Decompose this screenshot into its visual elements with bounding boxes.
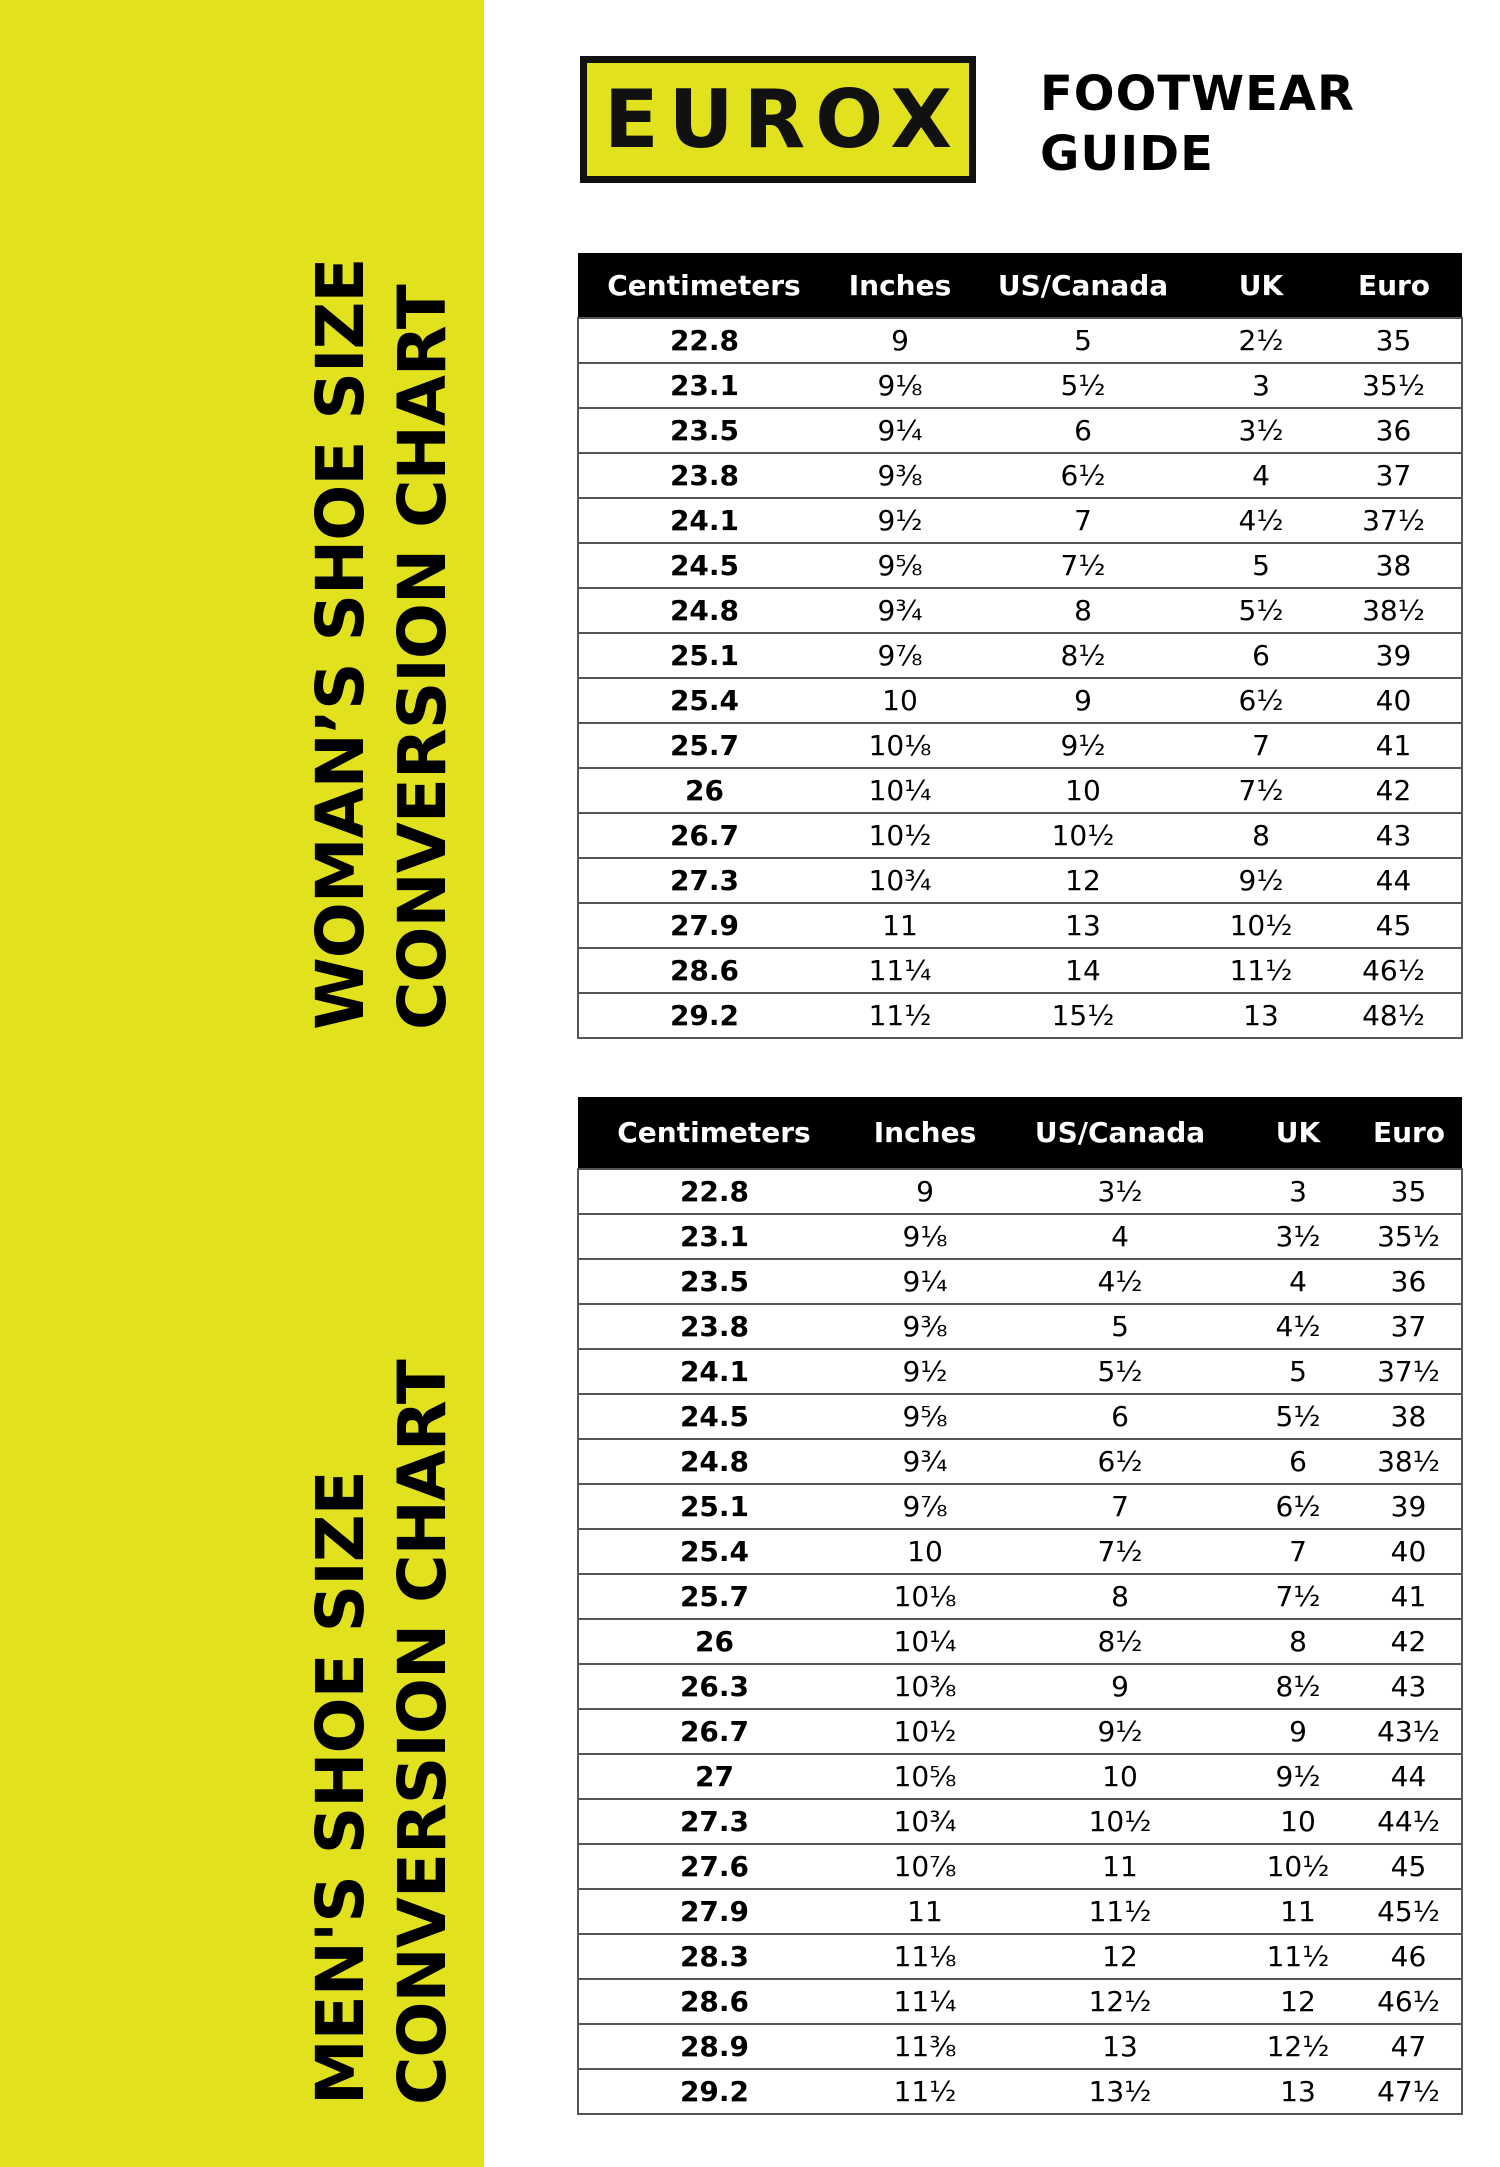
- table-cell: 40: [1326, 678, 1462, 723]
- table-cell: 14: [970, 948, 1196, 993]
- table-cell: 6½: [1196, 678, 1326, 723]
- table-cell: 24.1: [578, 1349, 850, 1394]
- table-cell: 23.8: [578, 453, 830, 498]
- table-cell: 5: [1240, 1349, 1356, 1394]
- column-header: UK: [1196, 253, 1326, 318]
- table-cell: 9½: [1000, 1709, 1240, 1754]
- table-cell: 28.3: [578, 1934, 850, 1979]
- table-cell: 10½: [1240, 1844, 1356, 1889]
- table-row: [578, 1484, 1462, 1529]
- table-cell: 25.7: [578, 1574, 850, 1619]
- table-row: [578, 993, 1462, 1038]
- table-cell: 10½: [1196, 903, 1326, 948]
- table-cell: 28.9: [578, 2024, 850, 2069]
- table-cell: 25.1: [578, 633, 830, 678]
- table-row: [578, 363, 1462, 408]
- table-row: [578, 1979, 1462, 2024]
- table-cell: 37: [1326, 453, 1462, 498]
- table-row: [578, 543, 1462, 588]
- table-cell: 3½: [1240, 1214, 1356, 1259]
- table-cell: 3: [1196, 363, 1326, 408]
- men-title-line1: MEN'S SHOE SIZE: [302, 1471, 379, 2105]
- column-header: Inches: [850, 1097, 1000, 1169]
- table-cell: 9: [850, 1169, 1000, 1214]
- table-cell: 13½: [1000, 2069, 1240, 2114]
- table-cell: 10: [850, 1529, 1000, 1574]
- table-row: [578, 1259, 1462, 1304]
- table-cell: 4½: [1196, 498, 1326, 543]
- table-cell: 13: [1240, 2069, 1356, 2114]
- table-cell: 47½: [1356, 2069, 1462, 2114]
- table-cell: 10¼: [850, 1619, 1000, 1664]
- table-cell: 9: [1240, 1709, 1356, 1754]
- column-header: Centimeters: [578, 253, 830, 318]
- table-cell: 11½: [1240, 1934, 1356, 1979]
- table-cell: 10: [830, 678, 970, 723]
- women-size-table: [577, 253, 1463, 1039]
- table-row: [578, 948, 1462, 993]
- table-cell: 5½: [1240, 1394, 1356, 1439]
- table-cell: 12: [1240, 1979, 1356, 2024]
- table-row: [578, 408, 1462, 453]
- table-cell: 3: [1240, 1169, 1356, 1214]
- column-header: US/Canada: [970, 253, 1196, 318]
- table-cell: 27.3: [578, 1799, 850, 1844]
- table-cell: 13: [970, 903, 1196, 948]
- table-cell: 6: [1240, 1439, 1356, 1484]
- table-cell: 46: [1356, 1934, 1462, 1979]
- table-cell: 9: [970, 678, 1196, 723]
- table-row: [578, 2069, 1462, 2114]
- table-cell: 5: [1000, 1304, 1240, 1349]
- table-cell: 9¼: [830, 408, 970, 453]
- table-cell: 4: [1000, 1214, 1240, 1259]
- table-cell: 12: [1000, 1934, 1240, 1979]
- table-cell: 25.4: [578, 1529, 850, 1574]
- table-row: [578, 1439, 1462, 1484]
- table-cell: 24.1: [578, 498, 830, 543]
- table-cell: 7½: [1240, 1574, 1356, 1619]
- table-cell: 11½: [850, 2069, 1000, 2114]
- table-cell: 35½: [1356, 1214, 1462, 1259]
- table-cell: 11: [830, 903, 970, 948]
- table-cell: 7½: [970, 543, 1196, 588]
- table-cell: 7: [1000, 1484, 1240, 1529]
- table-cell: 36: [1326, 408, 1462, 453]
- table-cell: 47: [1356, 2024, 1462, 2069]
- table-cell: 9½: [1240, 1754, 1356, 1799]
- table-cell: 8: [1000, 1574, 1240, 1619]
- table-cell: 29.2: [578, 993, 830, 1038]
- table-cell: 44½: [1356, 1799, 1462, 1844]
- guide-line1: FOOTWEAR: [1040, 66, 1355, 122]
- table-cell: 5½: [970, 363, 1196, 408]
- table-cell: 38½: [1356, 1439, 1462, 1484]
- table-cell: 45½: [1356, 1889, 1462, 1934]
- table-cell: 9⅛: [850, 1214, 1000, 1259]
- table-row: [578, 1754, 1462, 1799]
- table-cell: 40: [1356, 1529, 1462, 1574]
- table-cell: 27.9: [578, 1889, 850, 1934]
- table-cell: 35: [1326, 318, 1462, 363]
- table-cell: 8½: [1000, 1619, 1240, 1664]
- men-chart-title: [300, 1360, 464, 2105]
- table-cell: 10⅛: [830, 723, 970, 768]
- table-cell: 9½: [850, 1349, 1000, 1394]
- table-cell: 41: [1356, 1574, 1462, 1619]
- table-cell: 9½: [830, 498, 970, 543]
- table-cell: 11½: [830, 993, 970, 1038]
- men-size-table: [577, 1097, 1463, 2115]
- table-cell: 26.3: [578, 1664, 850, 1709]
- table-cell: 35: [1356, 1169, 1462, 1214]
- table-row: [578, 1619, 1462, 1664]
- table-cell: 39: [1326, 633, 1462, 678]
- table-cell: 43: [1356, 1664, 1462, 1709]
- table-cell: 9½: [1196, 858, 1326, 903]
- table-cell: 9½: [970, 723, 1196, 768]
- table-cell: 5½: [1196, 588, 1326, 633]
- table-row: [578, 453, 1462, 498]
- table-cell: 26: [578, 768, 830, 813]
- table-row: [578, 1574, 1462, 1619]
- table-cell: 9: [1000, 1664, 1240, 1709]
- table-cell: 11: [850, 1889, 1000, 1934]
- table-row: [578, 1799, 1462, 1844]
- table-cell: 10¾: [830, 858, 970, 903]
- table-cell: 23.5: [578, 408, 830, 453]
- table-cell: 10½: [1000, 1799, 1240, 1844]
- table-row: [578, 1214, 1462, 1259]
- column-header: Euro: [1326, 253, 1462, 318]
- table-row: [578, 1304, 1462, 1349]
- table-cell: 13: [1196, 993, 1326, 1038]
- men-header-row: [578, 1097, 1462, 1169]
- table-cell: 26.7: [578, 813, 830, 858]
- table-cell: 25.4: [578, 678, 830, 723]
- table-cell: 46½: [1326, 948, 1462, 993]
- table-cell: 27.9: [578, 903, 830, 948]
- table-cell: 24.8: [578, 1439, 850, 1484]
- table-cell: 9⅞: [830, 633, 970, 678]
- table-cell: 9⅝: [850, 1394, 1000, 1439]
- table-cell: 5: [1196, 543, 1326, 588]
- table-cell: 3½: [1196, 408, 1326, 453]
- table-row: [578, 318, 1462, 363]
- table-cell: 11¼: [850, 1979, 1000, 2024]
- table-cell: 9¼: [850, 1259, 1000, 1304]
- table-cell: 11⅜: [850, 2024, 1000, 2069]
- table-cell: 39: [1356, 1484, 1462, 1529]
- table-cell: 7½: [1000, 1529, 1240, 1574]
- table-cell: 5: [970, 318, 1196, 363]
- women-chart-title: [300, 259, 464, 1030]
- table-cell: 10⅜: [850, 1664, 1000, 1709]
- table-cell: 42: [1326, 768, 1462, 813]
- table-cell: 6½: [970, 453, 1196, 498]
- table-cell: 9⅞: [850, 1484, 1000, 1529]
- table-cell: 10¾: [850, 1799, 1000, 1844]
- table-cell: 24.5: [578, 543, 830, 588]
- table-cell: 28.6: [578, 948, 830, 993]
- women-title-line1: WOMAN’S SHOE SIZE: [302, 258, 379, 1030]
- table-cell: 4: [1240, 1259, 1356, 1304]
- table-cell: 10: [1000, 1754, 1240, 1799]
- table-cell: 7½: [1196, 768, 1326, 813]
- table-cell: 28.6: [578, 1979, 850, 2024]
- table-cell: 42: [1356, 1619, 1462, 1664]
- table-cell: 6½: [1000, 1439, 1240, 1484]
- table-cell: 23.8: [578, 1304, 850, 1349]
- table-cell: 7: [970, 498, 1196, 543]
- table-cell: 4½: [1000, 1259, 1240, 1304]
- table-cell: 6½: [1240, 1484, 1356, 1529]
- table-row: [578, 903, 1462, 948]
- table-cell: 27: [578, 1754, 850, 1799]
- table-cell: 22.8: [578, 1169, 850, 1214]
- table-cell: 9¾: [850, 1439, 1000, 1484]
- table-cell: 25.1: [578, 1484, 850, 1529]
- table-cell: 37½: [1356, 1349, 1462, 1394]
- table-cell: 22.8: [578, 318, 830, 363]
- table-row: [578, 1709, 1462, 1754]
- table-row: [578, 1529, 1462, 1574]
- table-cell: 43: [1326, 813, 1462, 858]
- table-cell: 44: [1326, 858, 1462, 903]
- table-row: [578, 1664, 1462, 1709]
- table-cell: 27.6: [578, 1844, 850, 1889]
- table-cell: 5½: [1000, 1349, 1240, 1394]
- table-cell: 12½: [1000, 1979, 1240, 2024]
- table-row: [578, 2024, 1462, 2069]
- table-cell: 37: [1356, 1304, 1462, 1349]
- table-cell: 23.1: [578, 1214, 850, 1259]
- table-row: [578, 723, 1462, 768]
- table-cell: 23.5: [578, 1259, 850, 1304]
- table-cell: 26: [578, 1619, 850, 1664]
- table-cell: 11⅛: [850, 1934, 1000, 1979]
- table-cell: 15½: [970, 993, 1196, 1038]
- table-cell: 4½: [1240, 1304, 1356, 1349]
- table-row: [578, 498, 1462, 543]
- table-cell: 9⅜: [830, 453, 970, 498]
- table-cell: 11¼: [830, 948, 970, 993]
- footwear-guide-heading: [1040, 64, 1355, 184]
- table-cell: 46½: [1356, 1979, 1462, 2024]
- table-row: [578, 813, 1462, 858]
- table-cell: 6: [970, 408, 1196, 453]
- women-header-row: [578, 253, 1462, 318]
- table-cell: 10⅛: [850, 1574, 1000, 1619]
- table-cell: 8½: [970, 633, 1196, 678]
- table-row: [578, 1169, 1462, 1214]
- column-header: UK: [1240, 1097, 1356, 1169]
- women-table-body: [578, 318, 1462, 1038]
- table-cell: 12½: [1240, 2024, 1356, 2069]
- column-header: Inches: [830, 253, 970, 318]
- table-cell: 12: [970, 858, 1196, 903]
- table-row: [578, 633, 1462, 678]
- table-cell: 37½: [1326, 498, 1462, 543]
- table-row: [578, 1349, 1462, 1394]
- table-cell: 24.8: [578, 588, 830, 633]
- table-cell: 4: [1196, 453, 1326, 498]
- table-cell: 8: [1240, 1619, 1356, 1664]
- table-cell: 6: [1000, 1394, 1240, 1439]
- table-cell: 7: [1196, 723, 1326, 768]
- table-cell: 25.7: [578, 723, 830, 768]
- eurox-logo: [580, 56, 976, 183]
- table-cell: 9⅜: [850, 1304, 1000, 1349]
- table-cell: 10¼: [830, 768, 970, 813]
- table-cell: 2½: [1196, 318, 1326, 363]
- table-cell: 9⅝: [830, 543, 970, 588]
- table-cell: 10: [1240, 1799, 1356, 1844]
- table-cell: 38½: [1326, 588, 1462, 633]
- table-cell: 45: [1326, 903, 1462, 948]
- table-cell: 41: [1326, 723, 1462, 768]
- men-table-body: [578, 1169, 1462, 2114]
- table-cell: 27.3: [578, 858, 830, 903]
- table-cell: 26.7: [578, 1709, 850, 1754]
- women-title-line2: CONVERSION CHART: [384, 285, 461, 1030]
- table-cell: 43½: [1356, 1709, 1462, 1754]
- table-cell: 10½: [850, 1709, 1000, 1754]
- table-row: [578, 588, 1462, 633]
- table-cell: 38: [1326, 543, 1462, 588]
- table-cell: 11: [1000, 1844, 1240, 1889]
- table-cell: 35½: [1326, 363, 1462, 408]
- table-row: [578, 858, 1462, 903]
- table-cell: 10½: [970, 813, 1196, 858]
- column-header: Centimeters: [578, 1097, 850, 1169]
- table-row: [578, 1394, 1462, 1439]
- table-cell: 48½: [1326, 993, 1462, 1038]
- table-cell: 8: [1196, 813, 1326, 858]
- table-cell: 36: [1356, 1259, 1462, 1304]
- table-cell: 38: [1356, 1394, 1462, 1439]
- table-row: [578, 678, 1462, 723]
- table-cell: 8: [970, 588, 1196, 633]
- table-cell: 9⅛: [830, 363, 970, 408]
- table-row: [578, 1844, 1462, 1889]
- table-cell: 8½: [1240, 1664, 1356, 1709]
- table-cell: 11½: [1196, 948, 1326, 993]
- table-cell: 9: [830, 318, 970, 363]
- table-cell: 29.2: [578, 2069, 850, 2114]
- table-cell: 10: [970, 768, 1196, 813]
- table-cell: 11½: [1000, 1889, 1240, 1934]
- guide-line2: GUIDE: [1040, 126, 1214, 182]
- table-cell: 9¾: [830, 588, 970, 633]
- column-header: Euro: [1356, 1097, 1462, 1169]
- logo-text: EUROX: [603, 73, 963, 166]
- table-cell: 7: [1240, 1529, 1356, 1574]
- table-cell: 6: [1196, 633, 1326, 678]
- table-cell: 23.1: [578, 363, 830, 408]
- table-row: [578, 1889, 1462, 1934]
- men-title-line2: CONVERSION CHART: [384, 1360, 461, 2105]
- table-cell: 13: [1000, 2024, 1240, 2069]
- table-cell: 44: [1356, 1754, 1462, 1799]
- table-row: [578, 1934, 1462, 1979]
- column-header: US/Canada: [1000, 1097, 1240, 1169]
- table-row: [578, 768, 1462, 813]
- table-cell: 45: [1356, 1844, 1462, 1889]
- table-cell: 24.5: [578, 1394, 850, 1439]
- table-cell: 10⅝: [850, 1754, 1000, 1799]
- table-cell: 10⅞: [850, 1844, 1000, 1889]
- table-cell: 3½: [1000, 1169, 1240, 1214]
- table-cell: 10½: [830, 813, 970, 858]
- table-cell: 11: [1240, 1889, 1356, 1934]
